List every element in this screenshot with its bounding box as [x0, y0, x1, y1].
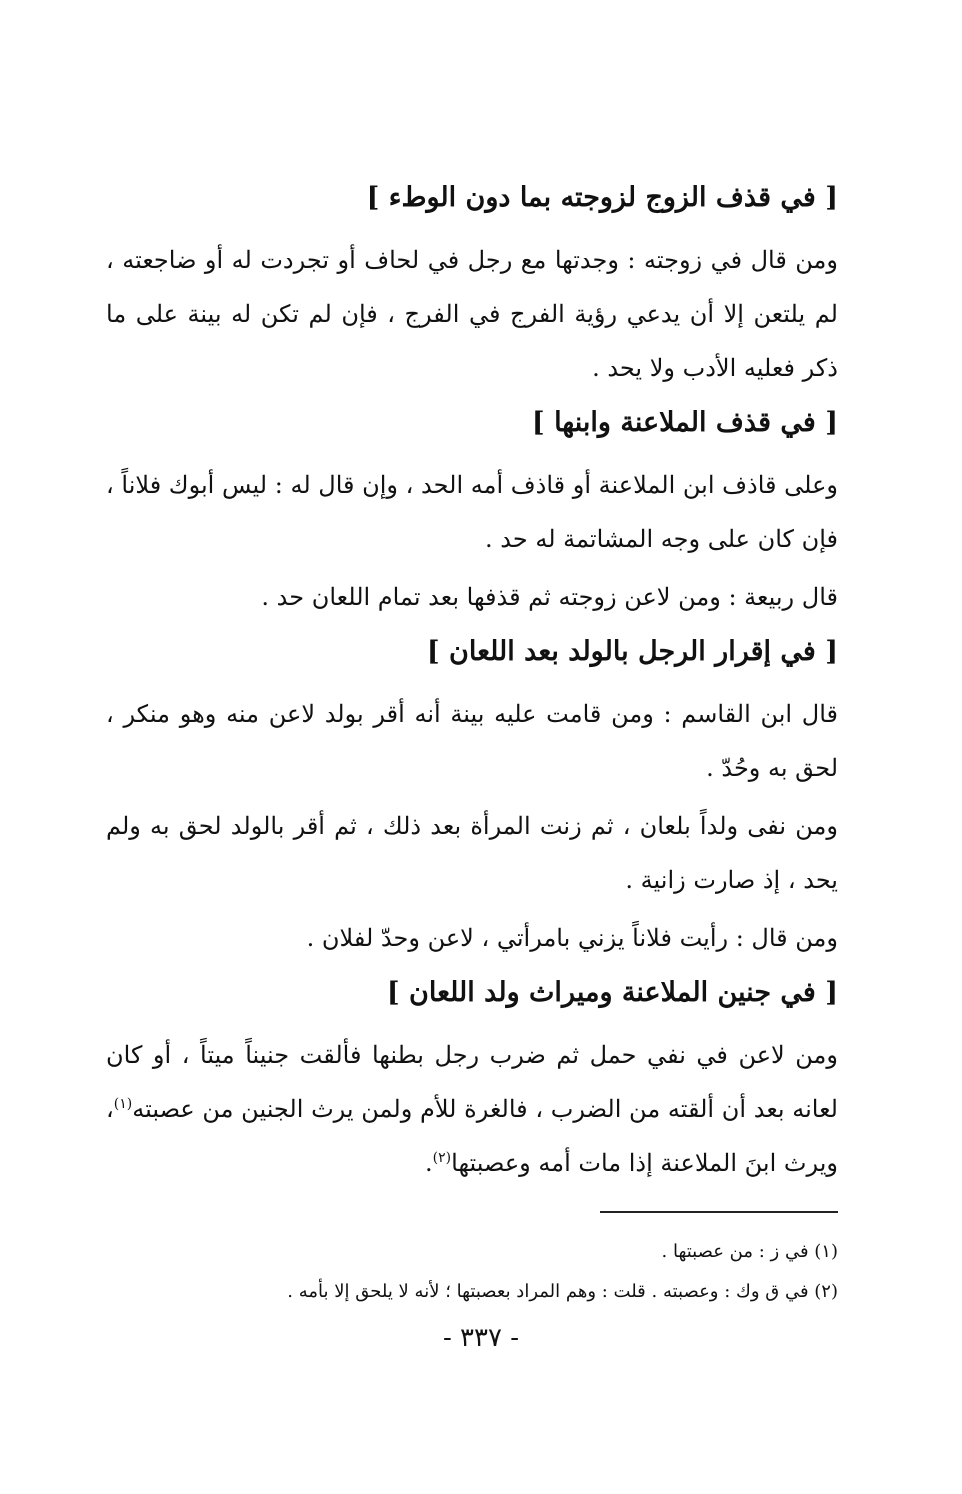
paragraph-4-1-part1: ومن لاعن في نفي حمل ثم ضرب رجل بطنها فألقت جنيناً ميتاً ، أو كان لعانه بعد أن ألقته من الضرب ، فالغرة للأم ولمن يرث الجنين من عصبته	[106, 1041, 838, 1123]
paragraph-3-1: قال ابن القاسم : ومن قامت عليه بينة أنه أقر بولد لاعن منه وهو منكر ، لحق به وحُدّ .	[106, 700, 838, 782]
section-heading-4: [ في جنين الملاعنة وميراث ولد اللعان ]	[386, 977, 838, 1008]
footnote-ref-1: (١)	[113, 1096, 133, 1112]
footnote-ref-2: (٢)	[432, 1150, 452, 1166]
section-heading-1: [ في قذف الزوج لزوجته بما دون الوطء ]	[366, 182, 838, 213]
paragraph-3-2: ومن نفى ولداً بلعان ، ثم زنت المرأة بعد ذلك ، ثم أقر بالولد لحق به ولم يحد ، إذ صارت زانية .	[106, 812, 838, 894]
paragraph-1-1: ومن قال في زوجته : وجدتها مع رجل في لحاف أو تجردت له أو ضاجعته ، لم يلتعن إلا أن يدعي رؤية الفرج في الفرج ، فإن لم تكن له بينة على ما ذكر فعليه الأدب ولا يحد .	[106, 246, 838, 382]
footnote-1: (١) في ز : من عصبتها .	[661, 1241, 838, 1262]
section-heading-2: [ في قذف الملاعنة وابنها ]	[531, 407, 838, 438]
section-heading-3: [ في إقرار الرجل بالولد بعد اللعان ]	[426, 636, 838, 667]
paragraph-3-3: ومن قال : رأيت فلاناً يزني بامرأتي ، لاعن وحدّ لفلان .	[306, 924, 838, 952]
page-body	[106, 180, 838, 1194]
paragraph-4-1-part3: .	[425, 1149, 433, 1177]
paragraph-2-2: قال ربيعة : ومن لاعن زوجته ثم قذفها بعد تمام اللعان حد .	[261, 583, 838, 611]
paragraph-4-1	[106, 1028, 838, 1190]
footnote-divider	[600, 1211, 838, 1213]
footnotes	[106, 1232, 838, 1312]
footnote-2: (٢) في ق وك : وعصبته . قلت : وهم المراد بعصبتها ؛ لأنه لا يلحق إلا بأمه .	[287, 1281, 838, 1302]
paragraph-2-1: وعلى قاذف ابن الملاعنة أو قاذف أمه الحد ، وإن قال له : ليس أبوك فلاناً ، فإن كان على وجه المشاتمة له حد .	[106, 471, 838, 553]
paragraph-4-1-part2: ، ويرث ابنَ الملاعنة إذا مات أمه وعصبتها	[106, 1095, 838, 1177]
page-number: - ٣٣٧ -	[442, 1323, 520, 1353]
